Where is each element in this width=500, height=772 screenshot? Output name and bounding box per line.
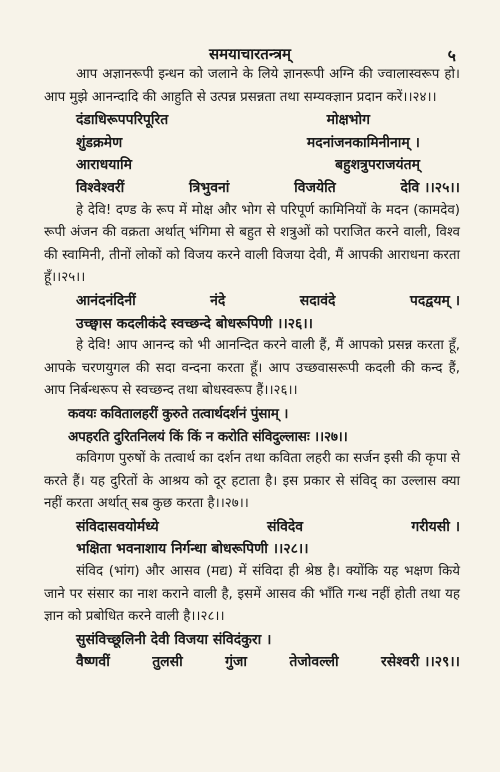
page-body <box>44 64 460 674</box>
verse-25-line-2 <box>44 132 460 155</box>
running-title: समयाचारतन्त्रम् <box>209 45 291 63</box>
verse-29-line-1: सुसंविच्छूलिनी देवी विजया संविदंकुरा । <box>76 631 272 648</box>
verse-28-line-1 <box>44 516 460 539</box>
verse-25-line-1-left: दंडाधिरूपपरिपूरित <box>76 112 169 129</box>
verse-29-word-4: तेजोवल्ली <box>289 654 339 671</box>
verse-26-line-2: उच्छ्वास कदलीकंदे स्वच्छन्दे बोधरूपिणी ।।२६।। <box>76 315 313 332</box>
verse-25-line-4 <box>44 177 460 200</box>
verse-26-word-4: पदद्वयम् । <box>409 292 460 309</box>
verse-27-line-1: कवयः कवितालहरीं कुरुते तत्वार्थदर्शनं पुंसाम् । <box>68 405 289 422</box>
verse-25-line-3-left: आराधयामि <box>76 157 133 174</box>
verse-25-line-2-right: मदनांजनकामिनीनाम् । <box>306 134 420 151</box>
verse-26-word-2: नंदे <box>210 292 226 309</box>
commentary-25: हे देवि! दण्ड के रूप में मोक्ष और भोग से परिपूर्ण कामिनियों के मदन (कामदेव) रूपी अंजन की वक्रता अर्थात् भंगिमा से बहुत से शत्रुओं को पराजित करने वाली, विश्व की स्वामिनी, तीनों लोकों को विजय करने वाली विजया देवी, मैं आपकी आराधना करता हूँ।।२५।। <box>44 202 460 286</box>
page-header <box>0 44 500 64</box>
verse-25-line-1 <box>44 109 460 132</box>
verse-25-line-1-right: मोक्षभोग <box>326 112 370 129</box>
verse-25-word-3: विजयेति <box>294 179 336 196</box>
verse-27-line-2: अपहरति दुरितनिलयं किं किं न करोति संविदुल्लासः ।।२७।। <box>68 428 348 445</box>
verse-25-word-4: देवि ।।२५।। <box>400 179 460 196</box>
verse-26-word-3: सदावंदे <box>299 292 336 309</box>
verse-25-word-2: त्रिभुवनां <box>189 179 230 196</box>
verse-29-word-5: रसेश्वरी ।।२९।। <box>381 654 460 671</box>
commentary-28: संविद (भांग) और आसव (मद्य) में संविदा ही श्रेष्ठ है। क्योंकि यह भक्षण किये जाने पर संसार का नाश कराने वाली है, इसमें आसव की भाँति गन्ध नहीं होती तथा यह ज्ञान को प्रबोधित करने वाली है।।२८।। <box>44 564 460 625</box>
commentary-27: कविगण पुरुषों के तत्वार्थ का दर्शन तथा कविता लहरी का सर्जन इसी की कृपा से करते हैं। यह दुरितों के आश्रय को दूर हटाता है। इस प्रकार से संविद् का उल्लास क्या नहीं करता अर्थात् सब कुछ करता है।।२७।। <box>44 451 460 512</box>
verse-28-word-2: संविदेव <box>266 518 304 535</box>
verse-25-line-3 <box>44 154 460 177</box>
commentary-24: आप अज्ञानरूपी इन्धन को जलाने के लिये ज्ञानरूपी अग्नि की ज्वालास्वरूप हो। आप मुझे आनन्दादि की आहुति से उत्पन्न प्रसन्नता तथा सम्यक्ज्ञान प्रदान करें।।२४।। <box>44 67 460 105</box>
commentary-26: हे देवि! आप आनन्द को भी आनन्दित करने वाली हैं, मैं आपको प्रसन्न करता हूँ, आपके चरणयुगल की सदा वन्दना करता हूँ। आप उच्छवासरूपी कदली की कन्द हैं, आप निर्बन्धरूप से स्वच्छन्द तथा बोधस्वरूप हैं।।२६।। <box>44 338 460 399</box>
verse-28-word-1: संविदासवयोर्मध्ये <box>76 518 159 535</box>
verse-29-line-2 <box>44 651 460 674</box>
verse-28-word-3: गरीयसी । <box>411 518 460 535</box>
page-number: ५ <box>447 46 456 65</box>
verse-26-word-1: आनंदनंदिनीं <box>76 292 136 309</box>
verse-29-word-1: वैष्णवीं <box>76 654 110 671</box>
verse-29-word-2: तुलसी <box>152 654 183 671</box>
verse-25-line-2-left: शुंडक्रमेण <box>76 134 123 151</box>
verse-28-line-2: भक्षिता भवनाशाय निर्गन्धा बोधरूपिणी ।।२८।। <box>76 541 309 558</box>
verse-29-word-3: गुंजा <box>225 654 248 671</box>
verse-25-line-3-right: बहुशत्रुपराजयंतम् <box>335 157 420 174</box>
verse-26-line-1 <box>44 290 460 313</box>
verse-25-word-1: विश्वेश्वरीं <box>76 179 125 196</box>
